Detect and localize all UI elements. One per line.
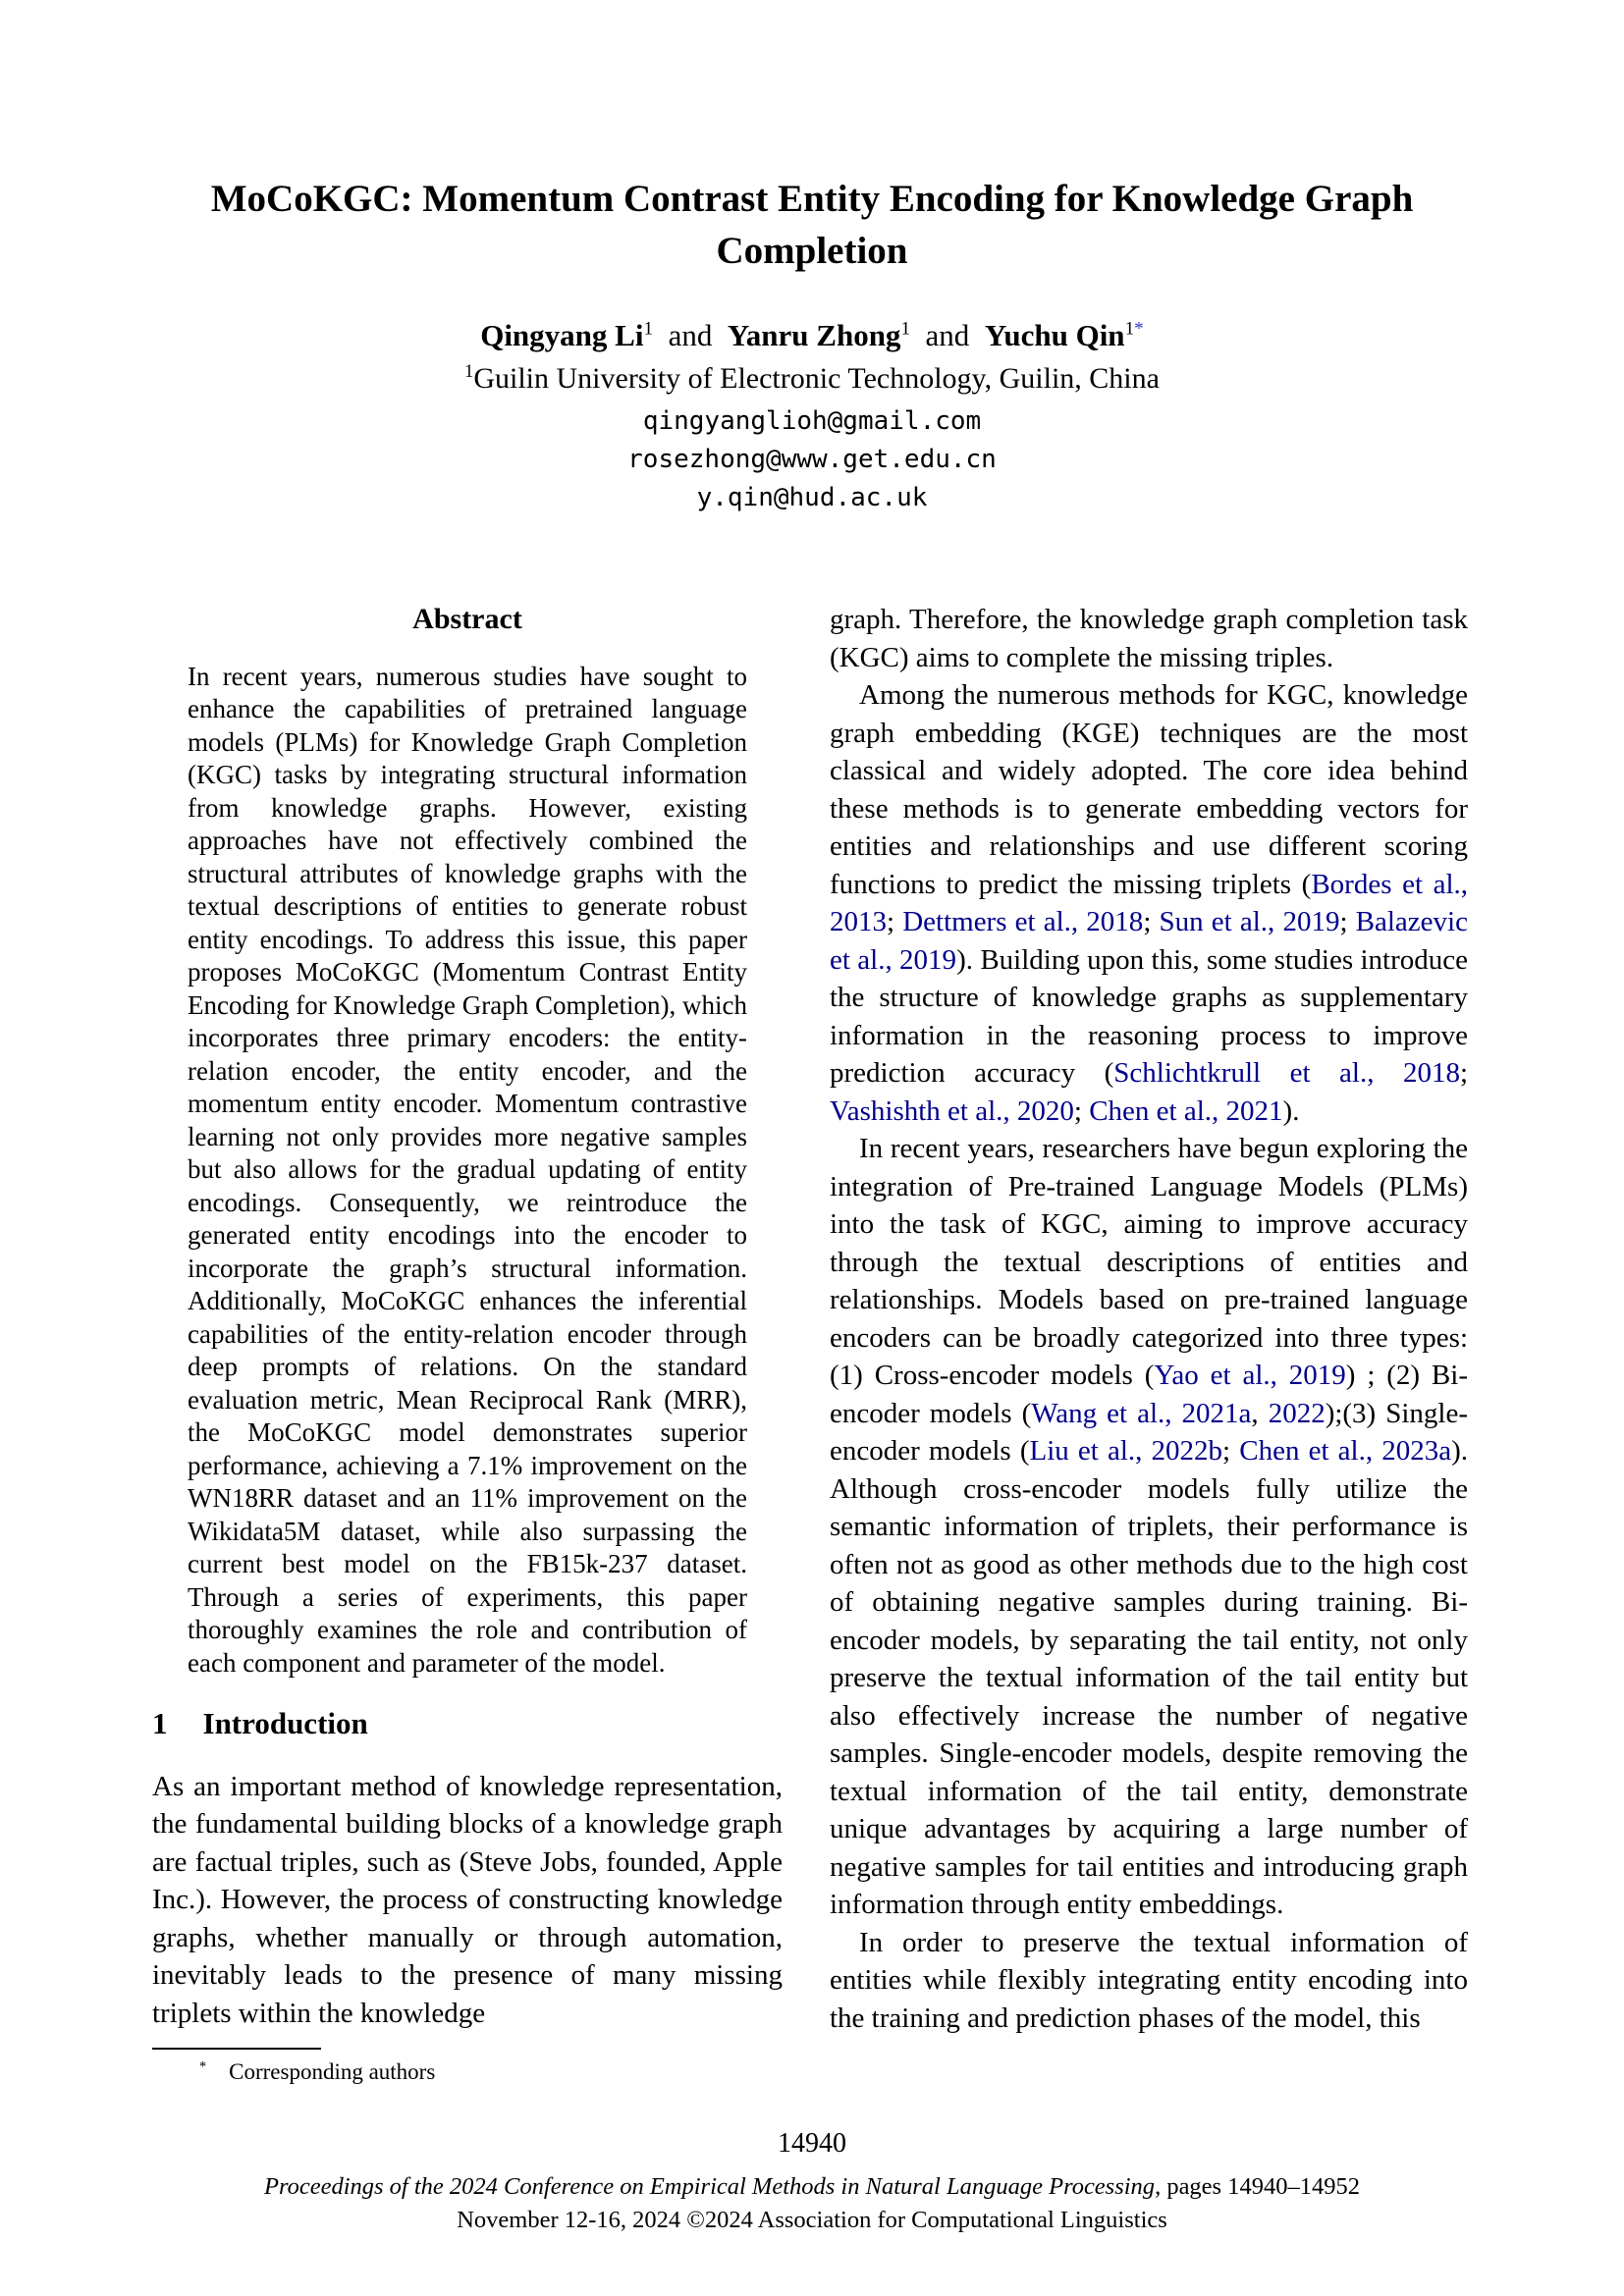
- text-run: ;: [887, 906, 903, 937]
- text-run: 1: [900, 318, 911, 340]
- section-title: Introduction: [202, 1706, 368, 1740]
- intro-paragraph: As an important method of knowledge representation, the fundamental building blocks of a knowledge graph are factual triples, such as (Steve Jobs, founded, Apple Inc.). However, the process of constructing knowledge graphs, whether manually or through automation, inevitably leads to the presence of many missing triplets within the knowledge: [152, 1770, 783, 2029]
- text-run: and: [910, 318, 985, 352]
- text-run: );(3) Single-encoder models (: [830, 1397, 1468, 1467]
- email-address: rosezhong@www.get.edu.cn: [627, 445, 997, 474]
- citation-link[interactable]: Sun et al., 2019: [1159, 906, 1340, 937]
- footnote-block: [152, 2048, 783, 2086]
- paper-header: [0, 0, 1624, 517]
- email-address: y.qin@hud.ac.uk: [696, 483, 928, 512]
- abstract-heading: Abstract: [412, 603, 522, 635]
- footnote-rule: [152, 2048, 321, 2050]
- left-column: [152, 601, 783, 2086]
- text-run: Guilin University of Electronic Technology, Guilin, China: [473, 362, 1160, 395]
- text-run: Yuchu Qin: [984, 318, 1125, 352]
- citation-link[interactable]: Dettmers et al., 2018: [902, 906, 1144, 937]
- text-run: ). Building upon this, some studies introduce the structure of knowledge graphs as supplementary information in the reasoning process to improve prediction accuracy (: [830, 943, 1469, 1089]
- abstract-section: [152, 601, 783, 1680]
- text-run: and: [653, 318, 728, 352]
- citation-link[interactable]: Chen et al., 2021: [1089, 1095, 1283, 1127]
- text-run: ;: [1222, 1435, 1240, 1467]
- paper-title-line2: Completion: [716, 230, 908, 272]
- author-line: [0, 318, 1624, 353]
- text-run: 1: [464, 361, 474, 382]
- citation-link[interactable]: Wang et al., 2021a: [1031, 1397, 1252, 1429]
- text-run: ;: [1073, 1095, 1090, 1127]
- text-run: ;: [1143, 906, 1160, 937]
- text-run: ) ; (2) Bi-encoder models (: [830, 1360, 1468, 1429]
- citation-link[interactable]: Yao et al., 2019: [1154, 1360, 1346, 1391]
- right-column: [830, 601, 1468, 2037]
- citation-link[interactable]: 2022: [1268, 1397, 1326, 1429]
- text-run: Among the numerous methods for KGC, knowledge graph embedding (KGE) techniques are the most classical and widely adopted. The core idea behind these methods is to generate embedding vectors for entities and relationships and use different scoring functions to predict the missing triplets (: [830, 679, 1468, 900]
- page-number: 14940: [778, 2128, 846, 2159]
- section-heading-introduction: [152, 1705, 783, 1743]
- text-run: ). Although cross-encoder models fully utilize the semantic information of triplets, their performance is often not as good as other methods due to the high cost of obtaining negative samples during training. Bi-encoder models, by separating the tail entity, not only preserve the textual information of the tail entity but also effectively increase the number of negative samples. Single-encoder models, despite removing the textual information of the tail entity, demonstrate unique advantages by acquiring a large number of negative samples for tail entities and introducing graph information through entity embeddings.: [830, 1435, 1469, 1920]
- text-run: Proceedings of the 2024 Conference on Empirical Methods in Natural Language Processing: [264, 2173, 1156, 2200]
- email-list: [0, 402, 1624, 517]
- body-paragraph: [830, 676, 1468, 1130]
- footer-proceedings: [0, 2173, 1624, 2201]
- citation-link[interactable]: Schlichtkrull et al., 2018: [1113, 1057, 1460, 1089]
- citation-link[interactable]: Bordes et al., 2013: [830, 868, 1469, 937]
- text-run: ,: [1251, 1397, 1269, 1429]
- body-paragraph: [830, 1130, 1468, 1924]
- section-number: 1: [152, 1706, 168, 1740]
- text-run: Corresponding authors: [206, 2059, 436, 2084]
- email-address: qingyanglioh@gmail.com: [642, 406, 982, 436]
- citation-link[interactable]: Chen et al., 2023a: [1239, 1435, 1452, 1467]
- paper-title: [0, 173, 1624, 277]
- text-run: ).: [1282, 1095, 1300, 1127]
- footer-copyright: November 12-16, 2024 ©2024 Association for Computational Linguistics: [457, 2207, 1167, 2233]
- text-run: *: [199, 2058, 207, 2075]
- text-run: 1: [643, 318, 654, 340]
- text-run: *: [1134, 318, 1144, 340]
- affiliation: [0, 362, 1624, 396]
- text-run: Qingyang Li: [480, 318, 644, 352]
- footnote-corresponding-authors: [152, 2058, 783, 2086]
- body-paragraph: graph. Therefore, the knowledge graph completion task (KGC) aims to complete the missing triples.: [830, 604, 1468, 673]
- citation-link[interactable]: Liu et al., 2022b: [1029, 1435, 1223, 1467]
- text-run: , pages 14940–14952: [1155, 2173, 1360, 2200]
- abstract-body: In recent years, numerous studies have sought to enhance the capabilities of pretrained language models (PLMs) for Knowledge Graph Completion (KGC) tasks by integrating structural information from knowledge graphs. However, existing approaches have not effectively combined the structural attributes of knowledge graphs with the textual descriptions of entities to generate robust entity encodings. To address this issue, this paper proposes MoCoKGC (Momentum Contrast Entity Encoding for Knowledge Graph Completion), which incorporates three primary encoders: the entity-relation encoder, the entity encoder, and the momentum entity encoder. Momentum contrastive learning not only provides more negative samples but also allows for the gradual updating of entity encodings. Consequently, we reintroduce the generated entity encodings into the encoder to incorporate the graph’s structural information. Additionally, MoCoKGC enhances the inferential capabilities of the entity-relation encoder through deep prompts of relations. On the standard evaluation metric, Mean Reciprocal Rank (MRR), the MoCoKGC model demonstrates superior performance, achieving a 7.1% improvement on the WN18RR dataset and an 11% improvement on the Wikidata5M dataset, while also surpassing the current best model on the FB15k-237 dataset. Through a series of experiments, this paper thoroughly examines the role and contribution of each component and parameter of the model.: [188, 661, 747, 1678]
- text-run: Yanru Zhong: [727, 318, 901, 352]
- citation-link[interactable]: Vashishth et al., 2020: [830, 1095, 1074, 1127]
- text-run: In recent years, researchers have begun exploring the integration of Pre-trained Language Models (PLMs) into the task of KGC, aiming to improve accuracy through the textual descriptions of entities and relationships. Models based on pre-trained language encoders can be broadly categorized into three types: (1) Cross-encoder models (: [830, 1133, 1468, 1391]
- paper-title-line1: MoCoKGC: Momentum Contrast Entity Encoding for Knowledge Graph: [210, 178, 1414, 220]
- text-run: ;: [1339, 906, 1356, 937]
- text-run: ;: [1459, 1057, 1469, 1089]
- text-run: 1: [1124, 318, 1135, 340]
- body-paragraph: In order to preserve the textual information of entities while flexibly integrating entity encoding into the training and prediction phases of the model, this: [830, 1926, 1468, 2034]
- citation-link[interactable]: Balazevic et al., 2019: [830, 906, 1468, 976]
